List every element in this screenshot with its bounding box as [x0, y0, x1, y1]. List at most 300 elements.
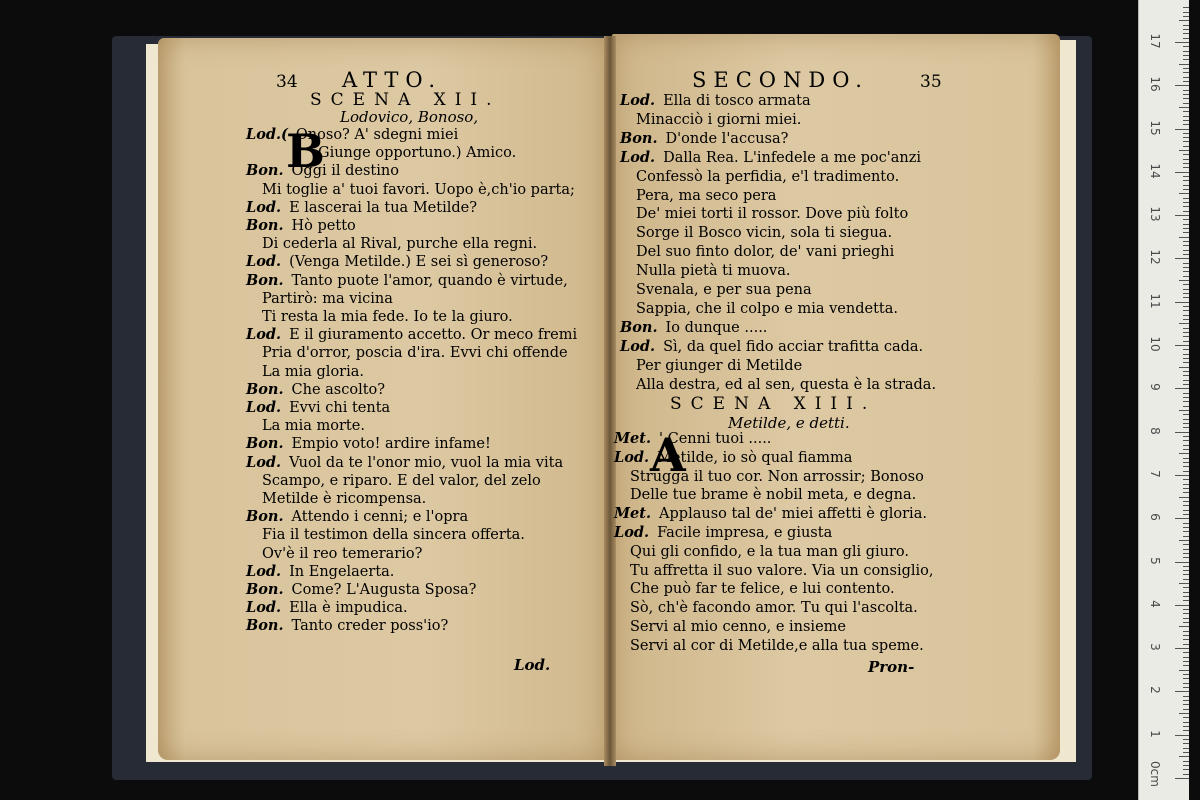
ruler-tick — [1175, 778, 1189, 779]
verse-text: Alla destra, ed al sen, questa è la strada. — [636, 376, 937, 393]
ruler-tick — [1183, 198, 1189, 199]
ruler-tick — [1183, 700, 1189, 701]
ruler-tick — [1183, 484, 1189, 485]
text-line — [246, 399, 390, 417]
verse-text: Metilde è ricompensa. — [262, 491, 427, 507]
ruler-tick — [1183, 362, 1189, 363]
speaker-label: Lod. — [620, 92, 656, 109]
text-line — [630, 580, 895, 598]
ruler-tick — [1179, 497, 1189, 498]
ruler-tick — [1183, 328, 1189, 329]
verse-text: Qui gli confido, e la tua man gli giuro. — [630, 543, 910, 560]
ruler-tick — [1175, 518, 1189, 519]
text-line — [318, 144, 516, 162]
speaker-label: Lod. — [246, 198, 282, 216]
ruler-tick — [1183, 250, 1189, 251]
ruler-tick — [1183, 319, 1189, 320]
ruler-tick — [1183, 557, 1189, 558]
ruler-tick — [1183, 704, 1189, 705]
ruler-label: 4 — [1148, 599, 1162, 608]
ruler-tick — [1183, 458, 1189, 459]
ruler-tick — [1175, 735, 1189, 736]
left-scene-heading: SCENA XII. — [310, 90, 501, 110]
speaker-label: Lod. — [614, 524, 650, 541]
ruler-tick — [1183, 748, 1189, 749]
speaker-label: Lod. — [246, 326, 282, 344]
verse-text: Io dunque ..... — [665, 319, 768, 336]
verse-text: Del suo finto dolor, de' vani prieghi — [636, 244, 895, 261]
ruler-label: 16 — [1148, 76, 1162, 92]
verse-text: Scampo, e riparo. E del valor, del zelo — [262, 472, 541, 489]
verse-text: Nulla pietà ti muova. — [636, 263, 791, 280]
ruler-tick — [1183, 613, 1189, 614]
text-line — [246, 326, 577, 344]
ruler-tick — [1183, 652, 1189, 653]
ruler-tick — [1175, 129, 1189, 130]
verse-text: Tu affretta il suo valore. Via un consiglio, — [630, 562, 934, 579]
ruler-tick — [1183, 33, 1189, 34]
book-gutter — [604, 36, 616, 766]
ruler-tick — [1183, 46, 1189, 47]
speaker-label: Bon. — [246, 508, 284, 526]
ruler-tick — [1183, 635, 1189, 636]
ruler-tick — [1183, 271, 1189, 272]
ruler-tick — [1183, 393, 1189, 394]
ruler-label: 12 — [1148, 249, 1162, 266]
ruler-tick — [1183, 341, 1189, 342]
verse-text: Ella di tosco armata — [663, 93, 811, 109]
ruler-tick — [1183, 133, 1189, 134]
ruler-tick — [1183, 687, 1189, 688]
ruler-tick — [1183, 419, 1189, 420]
text-line — [246, 381, 385, 399]
ruler-label: 7 — [1148, 470, 1162, 478]
verse-text: Pera, ma seco pera — [636, 187, 777, 204]
right-running-head: SECONDO. — [692, 68, 869, 92]
ruler-tick — [1183, 397, 1189, 398]
ruler-tick — [1183, 297, 1189, 298]
ruler-tick — [1183, 29, 1189, 30]
verse-text: Applauso tal de' miei affetti è gloria. — [659, 506, 927, 523]
text-line — [636, 224, 892, 242]
ruler-tick — [1183, 38, 1189, 39]
ruler-tick — [1183, 267, 1189, 268]
left-catchword: Lod. — [514, 656, 551, 674]
text-line — [636, 243, 894, 261]
left-drop-cap: B — [286, 124, 325, 178]
verse-text: Pria d'orror, poscia d'ira. Evvi chi offende — [262, 345, 568, 362]
ruler-tick — [1179, 453, 1189, 454]
ruler-tick — [1175, 388, 1189, 389]
ruler-label: 1 — [1148, 729, 1162, 738]
ruler-label: 13 — [1148, 206, 1162, 222]
ruler-label: 2 — [1148, 686, 1162, 695]
ruler-tick — [1183, 661, 1189, 662]
verse-text: Tanto creder poss'io? — [291, 618, 449, 635]
ruler-tick — [1183, 375, 1189, 376]
text-line — [614, 449, 852, 467]
ruler-tick — [1183, 639, 1189, 640]
speaker-label: Met. — [614, 430, 652, 447]
ruler-tick — [1179, 626, 1189, 627]
ruler-tick — [1183, 167, 1189, 168]
ruler-tick — [1183, 471, 1189, 472]
text-line — [246, 217, 356, 235]
speaker-label: Bon. — [620, 318, 658, 336]
ruler-tick — [1183, 146, 1189, 147]
ruler-tick — [1183, 276, 1189, 277]
ruler-tick — [1183, 414, 1189, 415]
ruler-tick — [1183, 219, 1189, 220]
ruler-tick — [1179, 410, 1189, 411]
text-line — [636, 300, 898, 318]
ruler-tick — [1183, 232, 1189, 233]
text-line — [246, 617, 448, 635]
ruler-tick — [1179, 150, 1189, 151]
ruler-tick — [1183, 574, 1189, 575]
right-scene-heading: SCENA XIII. — [670, 394, 877, 414]
speaker-label: Bon. — [246, 435, 284, 453]
ruler-tick — [1183, 510, 1189, 511]
ruler-tick — [1183, 436, 1189, 437]
ruler-tick — [1183, 228, 1189, 229]
ruler-tick — [1183, 25, 1189, 26]
verse-text: Onoso? A' sdegni miei — [295, 127, 459, 143]
ruler-tick — [1183, 683, 1189, 684]
right-scene-characters: Metilde, e detti. — [728, 414, 850, 432]
ruler-label: 0cm — [1148, 761, 1162, 787]
ruler-tick — [1183, 592, 1189, 593]
speaker-label: Bon. — [246, 217, 284, 234]
ruler-tick — [1183, 644, 1189, 645]
ruler-tick — [1183, 384, 1189, 385]
text-line — [620, 149, 921, 167]
text-line — [262, 526, 525, 544]
ruler-tick — [1183, 77, 1189, 78]
verse-text: Ov'è il reo temerario? — [262, 545, 423, 562]
verse-text: Oggi il destino — [291, 163, 399, 180]
text-line — [262, 472, 541, 490]
ruler-label: 5 — [1148, 556, 1162, 565]
ruler-tick — [1179, 64, 1189, 65]
ruler-tick — [1183, 739, 1189, 740]
verse-text: Sappia, che il colpo e mia vendetta. — [636, 300, 898, 317]
verse-text: Ella è impudica. — [289, 600, 408, 617]
right-drop-cap: A — [650, 428, 686, 482]
ruler-tick — [1183, 310, 1189, 311]
ruler-tick — [1183, 445, 1189, 446]
ruler-tick — [1183, 336, 1189, 337]
ruler-tick — [1183, 241, 1189, 242]
ruler-tick — [1183, 722, 1189, 723]
speaker-label: Met. — [614, 505, 652, 523]
ruler-tick — [1175, 302, 1189, 303]
ruler-tick — [1183, 293, 1189, 294]
ruler-tick — [1175, 42, 1189, 43]
speaker-label: Lod. — [246, 562, 282, 580]
text-line — [246, 454, 563, 472]
text-line — [636, 168, 899, 186]
text-line — [630, 618, 846, 636]
ruler-tick — [1183, 462, 1189, 463]
verse-text: Per giunger di Metilde — [636, 357, 803, 374]
ruler-tick — [1183, 380, 1189, 381]
ruler-tick — [1175, 691, 1189, 692]
ruler-tick — [1183, 717, 1189, 718]
speaker-label: Lod. — [246, 399, 282, 416]
ruler-tick — [1183, 665, 1189, 666]
ruler-tick — [1183, 224, 1189, 225]
ruler-tick — [1183, 180, 1189, 181]
speaker-label: Bon. — [246, 271, 284, 289]
verse-text: Vuol da te l'onor mio, vuol la mia vita — [289, 454, 564, 471]
ruler-tick — [1175, 648, 1189, 649]
text-line — [636, 357, 802, 375]
ruler-tick — [1183, 12, 1189, 13]
ruler-tick — [1183, 527, 1189, 528]
ruler-tick — [1183, 566, 1189, 567]
ruler-tick — [1183, 120, 1189, 121]
ruler-tick — [1183, 466, 1189, 467]
speaker-label: Lod. — [620, 148, 656, 166]
text-line — [246, 253, 548, 271]
speaker-label: Lod. — [614, 448, 650, 466]
ruler-tick — [1179, 583, 1189, 584]
ruler-tick — [1179, 280, 1189, 281]
ruler-tick — [1183, 600, 1189, 601]
verse-text: La mia gloria. — [262, 363, 364, 380]
ruler-tick — [1183, 570, 1189, 571]
ruler-tick — [1183, 185, 1189, 186]
ruler-tick — [1183, 752, 1189, 753]
text-line — [246, 435, 491, 453]
ruler-tick — [1183, 449, 1189, 450]
ruler-tick — [1183, 488, 1189, 489]
verse-text: Fia il testimon della sincera offerta. — [262, 527, 525, 544]
ruler-tick — [1183, 769, 1189, 770]
ruler-tick — [1183, 544, 1189, 545]
ruler-tick — [1183, 596, 1189, 597]
ruler-tick — [1183, 263, 1189, 264]
text-line — [246, 199, 477, 217]
ruler-tick — [1183, 579, 1189, 580]
ruler-tick — [1175, 215, 1189, 216]
ruler-label: 17 — [1148, 33, 1162, 49]
ruler-tick — [1183, 401, 1189, 402]
ruler-tick — [1183, 116, 1189, 117]
verse-text: Tanto puote l'amor, quando è virtude, — [291, 272, 568, 289]
text-line — [262, 290, 393, 308]
ruler-tick — [1183, 743, 1189, 744]
right-page-number: 35 — [920, 72, 942, 92]
text-line — [630, 562, 933, 580]
verse-text: In Engelaerta. — [289, 563, 395, 580]
ruler-label: 11 — [1148, 293, 1162, 309]
verse-text: Di cederla al Rival, purche ella regni. — [262, 236, 538, 253]
ruler-tick — [1183, 289, 1189, 290]
text-line — [262, 308, 513, 326]
text-line — [620, 319, 767, 337]
ruler-tick — [1183, 306, 1189, 307]
text-line — [262, 490, 426, 508]
ruler-tick — [1183, 531, 1189, 532]
verse-text: Giunge opportuno.) Amico. — [318, 145, 517, 162]
ruler-tick — [1183, 176, 1189, 177]
verse-text: D'onde l'accusa? — [665, 130, 789, 147]
ruler-tick — [1183, 774, 1189, 775]
verse-text: Sò, ch'è facondo amor. Tu qui l'ascolta. — [630, 600, 918, 617]
ruler-tick — [1183, 674, 1189, 675]
verse-text: Sorge il Bosco vicin, sola ti siegua. — [636, 225, 893, 242]
text-line — [262, 417, 365, 435]
ruler-tick — [1183, 51, 1189, 52]
ruler-tick — [1183, 631, 1189, 632]
ruler-tick — [1183, 505, 1189, 506]
text-line — [262, 545, 422, 563]
ruler-tick — [1183, 16, 1189, 17]
left-page-number: 34 — [276, 72, 298, 92]
text-line — [630, 468, 924, 486]
text-line — [246, 581, 476, 599]
verse-text: Evvi chi tenta — [289, 400, 391, 416]
ruler-tick — [1183, 761, 1189, 762]
ruler-tick — [1183, 81, 1189, 82]
speaker-label: Bon. — [246, 162, 284, 180]
verse-text: Che ascolto? — [291, 381, 386, 398]
ruler-label: 14 — [1148, 163, 1162, 179]
ruler-label: 6 — [1148, 513, 1162, 521]
ruler-tick — [1183, 479, 1189, 480]
verse-text: Svenala, e per sua pena — [636, 282, 812, 298]
verse-text: ' Cenni tuoi ..... — [659, 431, 772, 447]
ruler-label: 10 — [1148, 336, 1162, 352]
ruler-tick — [1179, 193, 1189, 194]
verse-text: Delle tue brame è nobil meta, e degna. — [630, 487, 917, 504]
verse-text: Attendo i cenni; e l'opra — [291, 509, 469, 526]
text-line — [262, 363, 364, 381]
verse-text: Sì, da quel fido acciar trafitta cada. — [663, 338, 924, 355]
text-line — [614, 430, 771, 448]
ruler-tick — [1183, 536, 1189, 537]
verse-text: Strugga il tuo cor. Non arrossir; Bonoso — [630, 468, 924, 485]
text-line — [636, 111, 801, 129]
ruler-tick — [1179, 107, 1189, 108]
ruler-tick — [1183, 332, 1189, 333]
ruler-tick — [1179, 670, 1189, 671]
ruler-label: 8 — [1148, 426, 1162, 435]
ruler-tick — [1183, 622, 1189, 623]
ruler-tick — [1183, 137, 1189, 138]
ruler-tick — [1179, 20, 1189, 21]
ruler-tick — [1183, 154, 1189, 155]
text-line — [246, 162, 399, 180]
ruler-tick — [1183, 709, 1189, 710]
ruler-tick — [1183, 284, 1189, 285]
ruler-tick — [1183, 440, 1189, 441]
ruler-tick — [1179, 713, 1189, 714]
ruler-tick — [1183, 523, 1189, 524]
ruler-tick — [1183, 726, 1189, 727]
ruler-tick — [1183, 7, 1189, 8]
ruler-tick — [1183, 94, 1189, 95]
verse-text: Minacciò i giorni miei. — [636, 111, 802, 128]
speaker-label: Bon. — [246, 380, 284, 398]
ruler-tick — [1183, 111, 1189, 112]
text-line — [246, 508, 468, 526]
verse-text: Ti resta la mia fede. Io te la giuro. — [262, 309, 513, 325]
verse-text: Partirò: ma vicina — [262, 290, 393, 307]
text-line — [262, 181, 575, 199]
ruler-tick — [1175, 562, 1189, 563]
text-line — [246, 563, 394, 581]
ruler-tick — [1183, 657, 1189, 658]
text-line — [636, 376, 936, 394]
text-line — [620, 130, 788, 148]
ruler-tick — [1183, 609, 1189, 610]
ruler-tick — [1183, 514, 1189, 515]
ruler-tick — [1183, 358, 1189, 359]
ruler-tick — [1183, 427, 1189, 428]
ruler-tick — [1183, 98, 1189, 99]
verse-text: Che può far te felice, e lui contento. — [630, 581, 895, 598]
ruler-tick — [1183, 406, 1189, 407]
ruler-tick — [1175, 258, 1189, 259]
ruler-tick — [1183, 159, 1189, 160]
verse-text: Confessò la perfidia, e'l tradimento. — [636, 168, 900, 185]
text-line — [630, 543, 909, 561]
text-line — [636, 187, 776, 205]
text-line — [636, 281, 812, 299]
ruler-tick — [1183, 90, 1189, 91]
ruler-tick — [1183, 553, 1189, 554]
ruler-tick — [1183, 59, 1189, 60]
text-line — [262, 235, 537, 253]
verse-text: Metilde, io sò qual fiamma — [657, 449, 853, 466]
speaker-label: Lod. — [246, 599, 282, 617]
ruler-tick — [1183, 72, 1189, 73]
measurement-ruler — [1138, 0, 1189, 800]
ruler-tick — [1183, 371, 1189, 372]
ruler-tick — [1183, 354, 1189, 355]
ruler-tick — [1183, 549, 1189, 550]
ruler-tick — [1175, 172, 1189, 173]
ruler-tick — [1183, 68, 1189, 69]
speaker-label: Bon. — [620, 129, 658, 147]
verse-text: Hò petto — [291, 218, 356, 234]
text-line — [614, 505, 927, 523]
ruler-tick — [1183, 349, 1189, 350]
ruler-tick — [1183, 103, 1189, 104]
speaker-label: Lod. — [246, 253, 282, 271]
text-line — [630, 599, 918, 617]
verse-text: E lascerai la tua Metilde? — [289, 199, 477, 216]
verse-text: De' miei torti il rossor. Dove più folto — [636, 206, 909, 223]
verse-text: La mia morte. — [262, 418, 365, 435]
ruler-tick — [1183, 492, 1189, 493]
text-line — [262, 344, 568, 362]
ruler-tick — [1183, 678, 1189, 679]
verse-text: Servi al mio cenno, e insieme — [630, 619, 846, 635]
text-line — [630, 637, 924, 655]
verse-text: Facile impresa, e giusta — [657, 525, 833, 541]
ruler-tick — [1183, 696, 1189, 697]
ruler-tick — [1183, 423, 1189, 424]
verse-text: Servi al cor di Metilde,e alla tua speme. — [630, 637, 924, 654]
speaker-label: Lod. — [246, 453, 282, 471]
ruler-tick — [1175, 605, 1189, 606]
ruler-tick — [1183, 618, 1189, 619]
ruler-tick — [1175, 432, 1189, 433]
